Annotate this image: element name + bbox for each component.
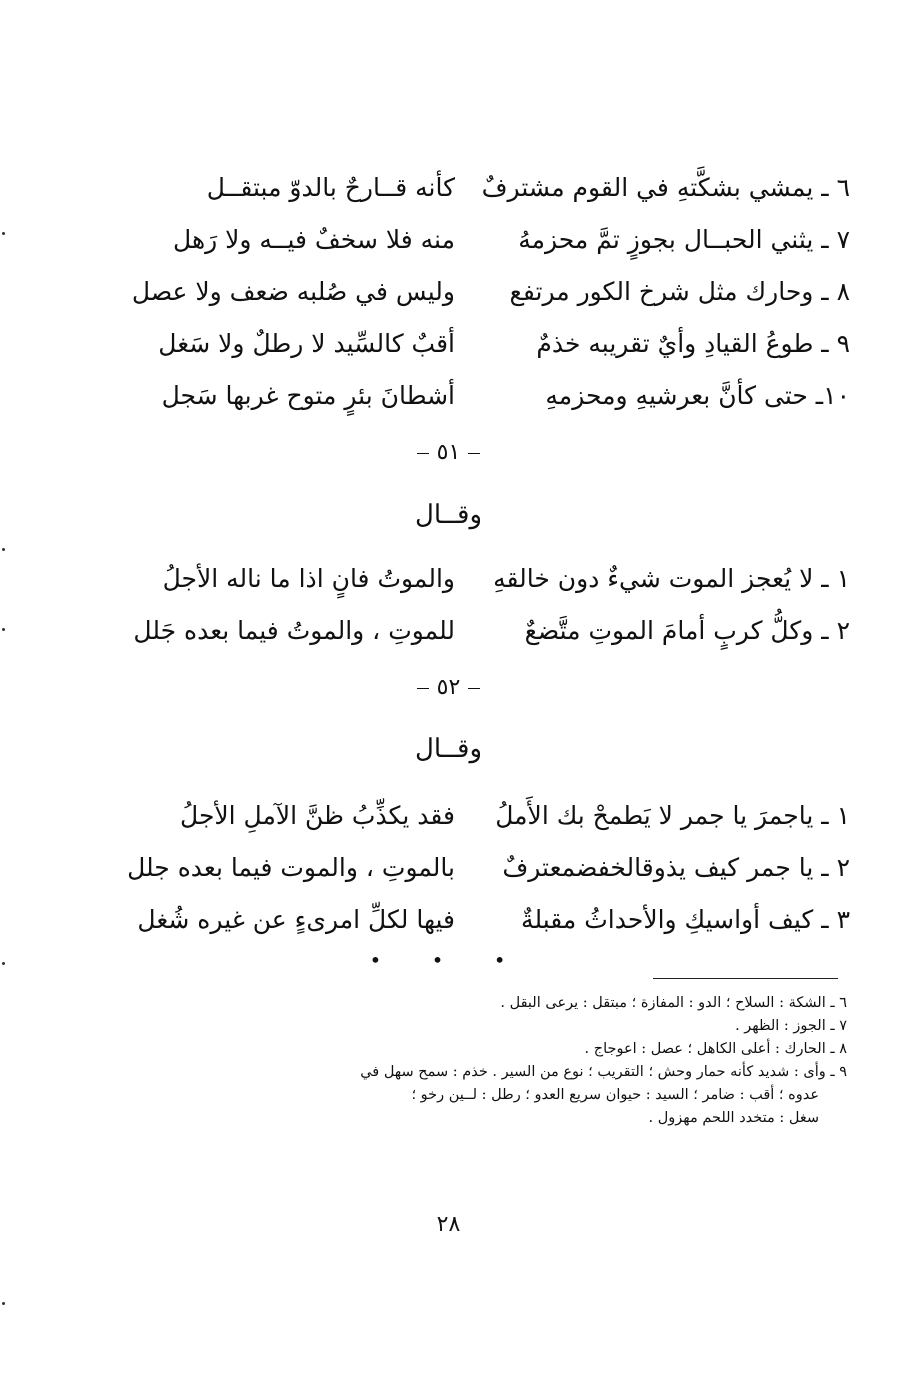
scan-speck [2, 232, 5, 235]
first-hemistich: ١ ـ ياجمرَ يا جمر لا يَطمحْ بك الأَملُ [495, 801, 850, 830]
second-hemistich: بالموتِ ، والموت فيما بعده جلل [127, 853, 455, 882]
scan-speck [2, 628, 5, 631]
first-hemistich: ٧ ـ يثني الحبــال بجوزٍ تمَّ محزمهُ [518, 225, 850, 254]
second-hemistich: للموتِ ، والموتُ فيما بعده جَلل [133, 616, 455, 645]
footnote-divider [653, 978, 838, 979]
section-heading: وقــال [414, 500, 483, 530]
first-hemistich: ١ ـ لا يُعجز الموت شيءٌ دون خالقهِ [493, 564, 850, 593]
scan-speck [2, 548, 5, 551]
verse [110, 266, 850, 318]
second-hemistich: كأنه قــارحٌ بالدوّ مبتقــل [206, 173, 455, 202]
verse [110, 605, 850, 657]
footnote-continuation: عدوه ؛ أقب : ضامر ؛ السيد : حيوان سريع العدو ؛ رطل : لــين رخو ؛ [411, 1087, 819, 1103]
footnote: ٦ ـ الشكة : السلاح ؛ الدو : المفازة ؛ مبتقل : يرعى البقل . [500, 995, 847, 1011]
poem-section-51 [110, 553, 850, 657]
footnote: ٧ ـ الجوز : الظهر . [735, 1018, 847, 1034]
verse [110, 894, 850, 946]
footnote: ٩ ـ وأى : شديد كأنه حمار وحش ؛ التقريب ؛ نوع من السير . خذم : سمح سهل في [360, 1064, 847, 1080]
scan-speck [2, 1302, 5, 1305]
first-hemistich: ٣ ـ كيف أواسيكِ والأحداثُ مقبلةٌ [521, 905, 850, 934]
verse [110, 842, 850, 894]
section-number-text: ٥٢ [436, 675, 461, 700]
separator-dots: • • • [369, 948, 528, 972]
poem-section-50 [110, 162, 850, 422]
second-hemistich: وليس في صُلبه ضعف ولا عصل [131, 277, 455, 306]
dash-decoration [468, 453, 480, 454]
footnote: ٨ ـ الحارك : أعلى الكاهل ؛ عصل : اعوجاج . [584, 1041, 847, 1057]
first-hemistich: ٢ ـ وكلُّ كربٍ أمامَ الموتِ متَّضعٌ [524, 616, 850, 645]
section-heading: وقــال [414, 734, 483, 764]
second-hemistich: منه فلا سخفٌ فيــه ولا رَهل [173, 225, 455, 254]
first-hemistich: ٩ ـ طوعُ القيادِ وأيٌ تقريبه خذمٌ [536, 329, 850, 358]
dash-decoration [417, 453, 429, 454]
verse [110, 318, 850, 370]
dash-decoration [417, 688, 429, 689]
first-hemistich: ٢ ـ يا جمر كيف يذوقالخفضمعترفٌ [502, 853, 850, 882]
second-hemistich: فقد يكذِّبُ ظنَّ الآملِ الأجلُ [180, 801, 455, 830]
verse [110, 370, 850, 422]
verse [110, 553, 850, 605]
page-number: ٢٨ [436, 1212, 461, 1237]
first-hemistich: ١٠ـ حتى كأنَّ بعرشيهِ ومحزمهِ [545, 381, 850, 410]
second-hemistich: والموتُ فانٍ اذا ما ناله الأجلُ [162, 564, 455, 593]
second-hemistich: فيها لكلِّ امرىءٍ عن غيره شُغل [137, 905, 455, 934]
first-hemistich: ٨ ـ وحارك مثل شرخ الكور مرتفع [509, 277, 850, 306]
footnote-continuation: سغل : متخدد اللحم مهزول . [648, 1110, 819, 1126]
dash-decoration [468, 688, 480, 689]
section-number-text: ٥١ [436, 440, 461, 465]
section-number [0, 440, 897, 465]
scan-speck [2, 962, 5, 965]
second-hemistich: أشطانَ بئرٍ متوح غربها سَجل [161, 381, 455, 410]
verse [110, 162, 850, 214]
verse [110, 214, 850, 266]
verse [110, 790, 850, 842]
section-number [0, 675, 897, 700]
first-hemistich: ٦ ـ يمشي بشكَّتهِ في القوم مشترفٌ [481, 173, 850, 202]
second-hemistich: أقبٌ كالسِّيد لا رطلٌ ولا سَغل [158, 329, 455, 358]
footnotes [105, 992, 847, 1130]
poem-section-52 [110, 790, 850, 946]
